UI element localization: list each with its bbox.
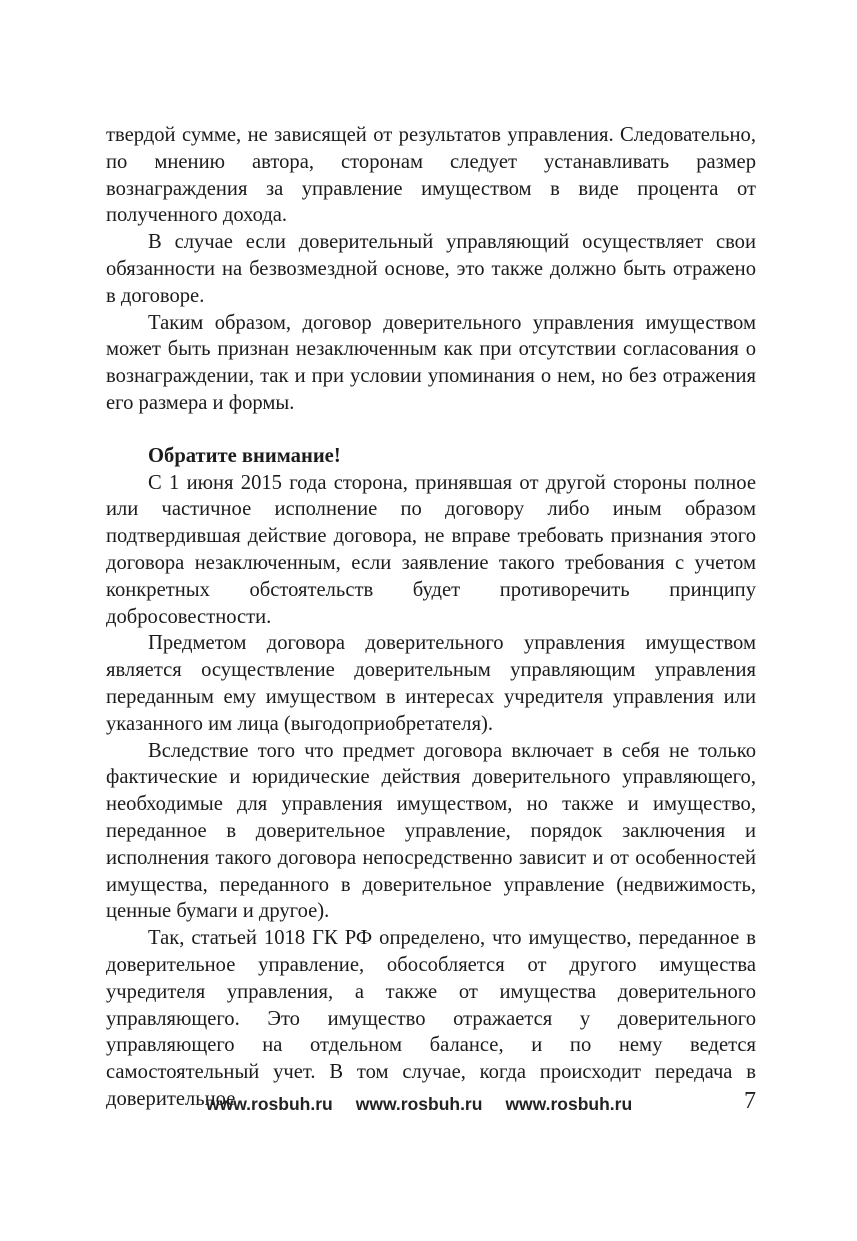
attention-heading: Обратите внимание! — [148, 444, 341, 467]
paragraph-2: В случае если доверительный управляющий осуществляет свои обязанности на безвозмездной основе, это также должно быть отражено в договоре. — [106, 231, 756, 307]
footer-link-2[interactable]: www.rosbuh.ru — [355, 1094, 483, 1114]
paragraph-1: твердой сумме, не зависящей от результатов управления. Следовательно, по мнению автора, сторонам следует устанавливать размер вознаграждения за управление имуществом в виде процента от полученного дохода. — [106, 124, 756, 227]
page-number: 7 — [744, 1088, 756, 1114]
footer-link-1[interactable]: www.rosbuh.ru — [206, 1094, 333, 1114]
page-body — [106, 122, 756, 1113]
paragraph-4: С 1 июня 2015 года сторона, принявшая от другой стороны полное или частичное исполнение по договору либо иным образом подтвердившая действие договора, не вправе требовать признания этого договора незаключенным, если заявление такого требования с учетом конкретных обстоятельств будет противоречить принципу добросовестности. — [106, 471, 756, 628]
footer-links — [206, 1094, 655, 1115]
footer-link-3[interactable]: www.rosbuh.ru — [505, 1094, 633, 1114]
page-footer — [206, 1088, 756, 1120]
paragraph-3: Таким образом, договор доверительного управления имуществом может быть признан незаключенным как при отсутствии согласования о вознаграждении, так и при условии упоминания о нем, но без отражения его размера и формы. — [106, 311, 756, 414]
paragraph-6: Вследствие того что предмет договора включает в себя не только фактические и юридические действия доверительного управляющего, необходимые для управления имуществом, но также и имущество, переданное в доверительное управление, порядок заключения и исполнения такого договора непосредственно зависит и от особенностей имущества, переданного в доверительное управление (недвижимость, ценные бумаги и другое). — [106, 739, 756, 923]
paragraph-5: Предметом договора доверительного управления имуществом является осуществление доверительным управляющим управления переданным ему имуществом в интересах учредителя управления или указанного им лица (выгодоприобретателя). — [106, 632, 756, 735]
paragraph-7: Так, статьей 1018 ГК РФ определено, что имущество, переданное в доверительное управление, обособляется от другого имущества учредителя управления, а также от имущества доверительного управляющего. Это имущество отражается у доверительного управляющего на отдельном балансе, и по нему ведется самостоятельный учет. В том случае, когда происходит передача в доверительное — [106, 927, 756, 1110]
